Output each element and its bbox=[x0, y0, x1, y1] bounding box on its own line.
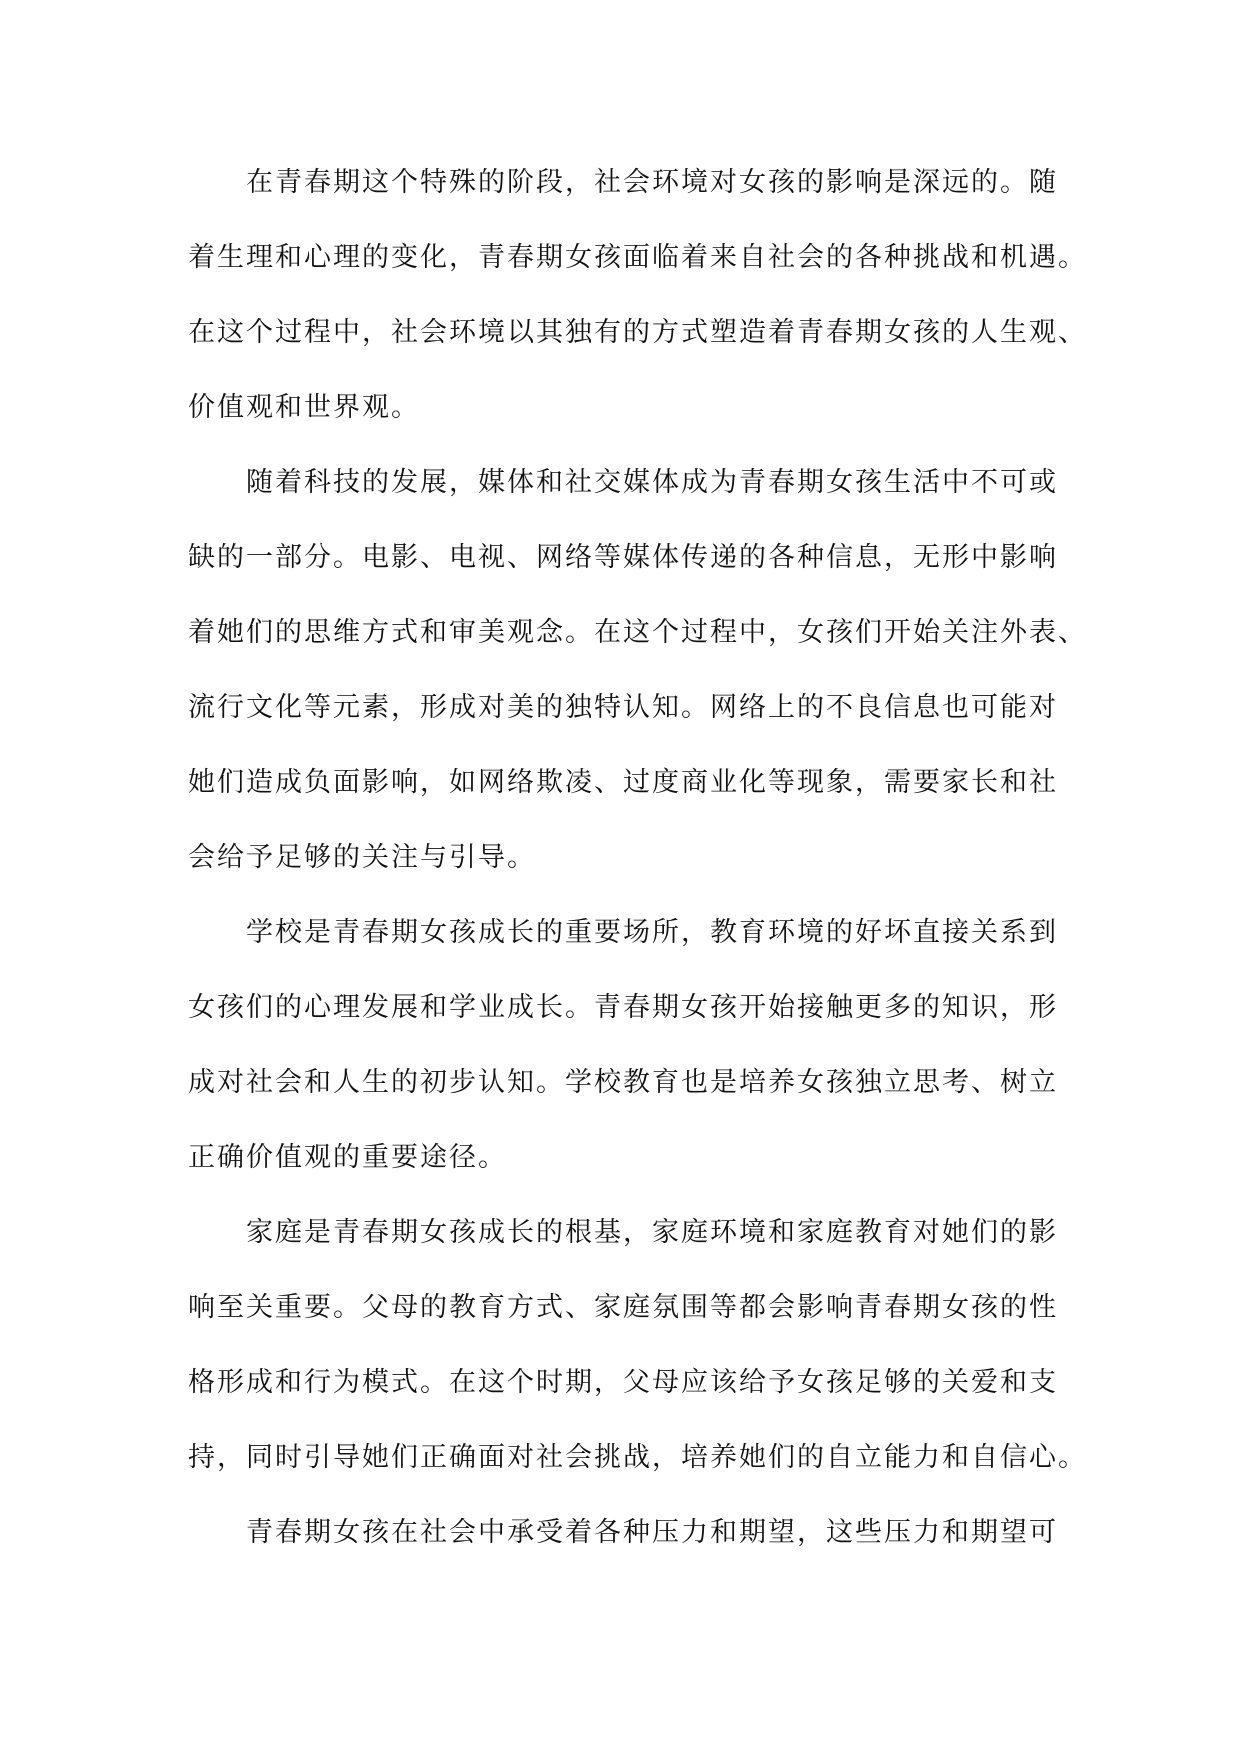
paragraph-media bbox=[188, 445, 1087, 895]
text-line: 学校是青春期女孩成长的重要场所，教育环境的好坏直接关系到 bbox=[246, 917, 1058, 948]
text-line: 家庭是青春期女孩成长的根基，家庭环境和家庭教育对她们的影 bbox=[246, 1217, 1058, 1248]
document-body bbox=[188, 145, 1087, 1570]
text-line: 随着科技的发展，媒体和社交媒体成为青春期女孩生活中不可或 bbox=[246, 467, 1058, 498]
text-line: 持，同时引导她们正确面对社会挑战，培养她们的自立能力和自信心。 bbox=[188, 1442, 1087, 1473]
text-line: 会给予足够的关注与引导。 bbox=[188, 842, 536, 873]
text-line: 青春期女孩在社会中承受着各种压力和期望，这些压力和期望可 bbox=[246, 1517, 1058, 1548]
text-line: 她们造成负面影响，如网络欺凌、过度商业化等现象，需要家长和社 bbox=[188, 767, 1058, 798]
text-line: 响至关重要。父母的教育方式、家庭氛围等都会影响青春期女孩的性 bbox=[188, 1292, 1058, 1323]
text-line: 着她们的思维方式和审美观念。在这个过程中，女孩们开始关注外表、 bbox=[188, 617, 1087, 648]
text-line: 着生理和心理的变化，青春期女孩面临着来自社会的各种挑战和机遇。 bbox=[188, 242, 1087, 273]
text-line: 女孩们的心理发展和学业成长。青春期女孩开始接触更多的知识，形 bbox=[188, 992, 1058, 1023]
text-line: 成对社会和人生的初步认知。学校教育也是培养女孩独立思考、树立 bbox=[188, 1067, 1058, 1098]
paragraph-social-environment bbox=[188, 145, 1087, 445]
text-line: 格形成和行为模式。在这个时期，父母应该给予女孩足够的关爱和支 bbox=[188, 1367, 1058, 1398]
text-line: 缺的一部分。电影、电视、网络等媒体传递的各种信息，无形中影响 bbox=[188, 542, 1058, 573]
text-line: 在青春期这个特殊的阶段，社会环境对女孩的影响是深远的。随 bbox=[246, 167, 1058, 198]
paragraph-family bbox=[188, 1195, 1087, 1495]
paragraph-school bbox=[188, 895, 1078, 1195]
text-line: 在这个过程中，社会环境以其独有的方式塑造着青春期女孩的人生观、 bbox=[188, 317, 1087, 348]
text-line: 流行文化等元素，形成对美的独特认知。网络上的不良信息也可能对 bbox=[188, 692, 1058, 723]
paragraph-pressure bbox=[188, 1495, 1078, 1570]
text-line: 正确价值观的重要途径。 bbox=[188, 1142, 507, 1173]
text-line: 价值观和世界观。 bbox=[188, 392, 420, 423]
